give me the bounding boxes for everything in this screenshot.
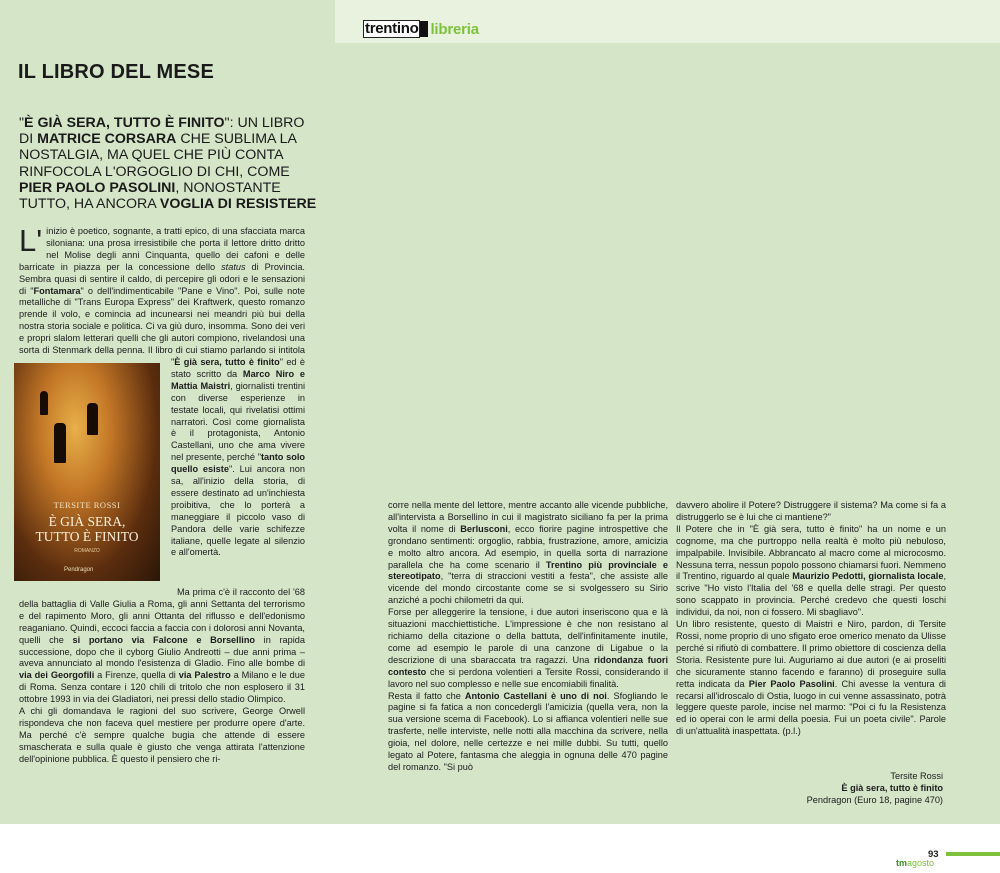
text-bold: Fontamara <box>33 285 81 296</box>
book-info <box>807 771 943 806</box>
text-bold: Maurizio Pedotti, giornalista locale <box>792 571 944 582</box>
header-band-left <box>0 0 335 43</box>
text-bold: È già sera, tutto è finito <box>174 356 280 367</box>
text-run: , "terra di straccioni vestiti a festa", che assiste alle vicende del mondo circostante come se si svolgessero su Sirio anziché a pochi chilometri da qui. <box>388 571 668 606</box>
cover-author: TERSITE ROSSI <box>53 499 121 510</box>
text-run: che si perdona volentieri a Tersite Rossi, considerando il lavoro nel suo complesso e nelle sue encomiabili finalità. <box>388 666 668 689</box>
subtitle-part: " <box>19 115 25 131</box>
text-bold: Pier Paolo Pasolini <box>748 678 835 689</box>
page-number: 93 <box>928 849 939 860</box>
paragraph <box>676 524 946 619</box>
paragraph <box>676 619 946 738</box>
section-title: IL LIBRO DEL MESE <box>18 61 215 83</box>
article-subtitle <box>19 115 319 212</box>
text-bold: Marco Niro e Mattia Maistri <box>171 368 305 391</box>
text-run: Forse per alleggerire la tensione, i due autori inseriscono qua e là situazioni macchiettistiche. L'impressione è che non resistano al richiamo della citazione o della battuta, dell'infinitamente inutile, come ad esempio le parole di una canzone di Ligabue o la descrizione di una sbaraccata tra ragazzi. Una <box>388 607 668 665</box>
logo-trentino: trentino <box>365 20 419 37</box>
book-cover-image <box>14 363 160 581</box>
subtitle-part: , NONOSTANTE TUTTO, HA ANCORA <box>19 179 281 213</box>
cover-figure <box>40 391 48 415</box>
text-run: ". Lui ancora non sa, all'inizio della storia, di essere destinato ad un'inchiesta proibitiva, che lo porterà a maneggiare il piccolo vaso di Pandora delle varie schifezze italiane, quelle legate al silenzio e all'omertà. <box>171 464 305 558</box>
cover-title <box>14 514 160 544</box>
subtitle-part: CHE SUBLIMA LA NOSTALGIA, MA QUEL CHE PIÙ CONTA RINFOCOLA L'ORGOGLIO DI CHI, COME <box>19 131 297 180</box>
text-bold: tanto solo quello esiste <box>171 452 305 475</box>
text-run: di Provincia. Sembra quasi di sentire il caldo, di percepire gli odori e le sensazioni di " <box>19 261 305 296</box>
text-run: corre nella mente del lettore, mentre accanto alle vicende pubbliche, all'intervista a Borsellino in cui il magistrato siciliano fa per la prima volta il nome di <box>388 500 668 534</box>
article-column-2 <box>388 500 668 774</box>
text-bold: Berlusconi <box>460 523 508 534</box>
text-bold: via dei Georgofili <box>19 670 95 681</box>
logo-separator <box>420 21 428 37</box>
text-run: Un libro resistente, questo di Maistri e Niro, pardon, di Tersite Rossi, nome proprio di uno sfigato eroe omerico menato da Ulisse perché si rifiutò di combattere. Il primo obiettore di coscienza della Storia. Resistente pure lui. Auguriamo ai due autori (e ai proseliti che sicuramente stanno facendo e faranno) di proseguire sulla retta indicata da <box>676 619 946 689</box>
article-column-1 <box>19 223 305 766</box>
paragraph <box>388 500 668 607</box>
book-title: È già sera, tutto è finito <box>841 782 943 793</box>
subtitle-highlight: MATRICE CORSARA <box>37 131 177 148</box>
subtitle-part: ": UN LIBRO DI <box>19 115 305 148</box>
text-bold: Trentino più provinciale e stereotipato <box>388 559 668 582</box>
text-bold: si portano via Falcone e Borsellino <box>72 634 256 645</box>
logo-libreria: libreria <box>430 20 479 38</box>
footer-brand <box>896 858 934 868</box>
article-column-3 <box>676 500 946 738</box>
text-run: Il Potere che in "È già sera, tutto è finito" ha un nome e un cognome, ma che purtroppo nella realtà è molto più nebuloso, impalpabile. Invisibile. Abbrancato al macro come al microcosmo. Nessuna terra, nessun popolo possono chiamarsi fuori. Nemmeno il Trentino, riguardo al quale <box>676 523 946 582</box>
text-run: a Milano e le due di Roma. Senza contare i 120 chili di tritolo che non esplosero il 31 ottobre 1993 in via dei Gladiatori, nei pressi dello stadio Olimpico. <box>19 670 305 705</box>
cover-genre: ROMANZO <box>74 547 100 554</box>
book-details: Pendragon (Euro 18, pagine 470) <box>806 794 943 805</box>
paragraph: davvero abolire il Potere? Distruggere il sistema? Ma come si fa a distruggerlo se è lui che ci mantiene?" <box>676 500 946 522</box>
text-run: inizio è poetico, sognante, a tratti epico, di una sfacciata marca siloniana: una prosa irresistibile che porta il lettore dritto dritto nel Molise degli anni Cinquanta, quello dei cafoni e delle barricate in piazza per la concessione dello <box>19 226 305 272</box>
text-bold: Antonio Castellani è uno di noi <box>464 690 607 701</box>
footer-brand-month: agosto <box>907 858 935 868</box>
subtitle-highlight: VOGLIA DI RESISTERE <box>159 196 317 213</box>
text-bold: ridondanza fuori contesto <box>388 654 668 677</box>
book-cover-wrap <box>14 363 164 585</box>
cover-title-line: È GIÀ SERA, <box>48 513 126 529</box>
subtitle-highlight: PIER PAOLO PASOLINI <box>19 179 176 196</box>
text-run: in rapida successione, dopo che il cyborg Giulio Andreotti – due anni prima – aveva annunciato al mondo l'esistenza di Gladio. Fino alle bombe di <box>19 634 305 669</box>
footer-brand-tm: tm <box>896 858 907 868</box>
text-run: . Sfogliando le pagine si fa fatica a non concedergli l'amicizia (quella vera, non la sua versione scema di Facebook). Lo si affianca volentieri nelle sue trasferte, nelle interviste, nelle notti alla macchina da scrivere, nella gioia, nel dolore, nelle certezze e nei mille dubbi. Su tutti, quello legato al Potere, fantasma che aleggia in ognuna delle 470 pagine del romanzo. "Si può <box>388 690 669 772</box>
drop-cap: L' <box>19 223 43 258</box>
section-logo <box>363 20 479 38</box>
text-italic: status <box>221 261 246 272</box>
cover-figure <box>54 423 66 463</box>
footer-accent-bar <box>946 852 1000 856</box>
subtitle-book-title: È GIÀ SERA, TUTTO È FINITO <box>24 115 225 131</box>
text-run: " ed è stato scritto da <box>171 356 305 379</box>
text-run: , ecco fiorire pagine introspettive che grondano sentimenti: orgoglio, rabbia, frustrazione, amore, amicizia e molto altro ancora. Ad esempio, in quella sorta di narrazione parallela che ha come scenario il <box>388 523 668 570</box>
paragraph-intro <box>19 223 305 573</box>
paragraph <box>388 691 668 774</box>
cover-figure <box>87 403 98 435</box>
paragraph <box>388 607 668 690</box>
text-run: Resta il fatto che <box>388 690 465 701</box>
text-run: . Chi avesse la ventura di recarsi all'idroscalo di Ostia, luogo in cui venne assassinato, potrà leggere queste parole, incise nel marmo: "Poi ci fu la Resistenza ed io operai con le armi della poesia. Fui un poeta civile". Parole di un'attualità inaspettata. (p.l.) <box>676 678 946 737</box>
paragraph: A chi gli domandava le ragioni del suo scrivere, George Orwell rispondeva che non faceva quel mestiere per produrre opere d'arte. Ma perché c'è sempre qualche bugia che attende di essere smascherata e sulla quale è giusto che venga attirata l'attenzione dell'opinione pubblica. È questo il pensiero che ri- <box>19 706 305 764</box>
text-run: a Firenze, quella di <box>94 670 179 681</box>
text-run: , scrive "Ho visto l'Italia del '68 e quella delle stragi. Per questo sono scappato in provincia. Perché credevo che questi loschi individui, da noi, non ci fossero. Mi sbagliavo". <box>676 571 947 618</box>
text-run: , giornalisti trentini con diverse esperienze in testate locali, qui rivelatisi ottimi narratori. Così come giornalista è il protagonista, Antonio Castellani, uno che ama vivere nel presente, perché " <box>171 380 305 463</box>
book-author: Tersite Rossi <box>890 771 943 781</box>
cover-publisher: Pendragon <box>64 566 94 573</box>
cover-title-line: TUTTO È FINITO <box>35 528 139 544</box>
text-run: Ma prima c'è il racconto del '68 della battaglia di Valle Giulia a Roma, gli anni Settanta del terrorismo e del rapimento Moro, gli anni Ottanta del riflusso e dell'edonismo reaganiano. Quindi, eccoci faccia a faccia con i dolorosi anni Novanta, quelli che <box>19 586 305 645</box>
text-bold: via Palestro <box>178 670 231 681</box>
text-run: " o dell'indimenticabile "Pane e Vino". Poi, sulle note metalliche di "Trans Europa Express" dei Kraftwerk, questo romanzo prende il volo, e comincia ad incunearsi nei meandri più bui della nostra storia sociale e politica. Ci va giù duro, insomma. Sono dei veri e propri slalom letterari quelli che gli autori compiono, rivelandosi una sorta di Stenmark della penna. Il libro di cui stiamo parlando si intitola " <box>19 285 305 367</box>
